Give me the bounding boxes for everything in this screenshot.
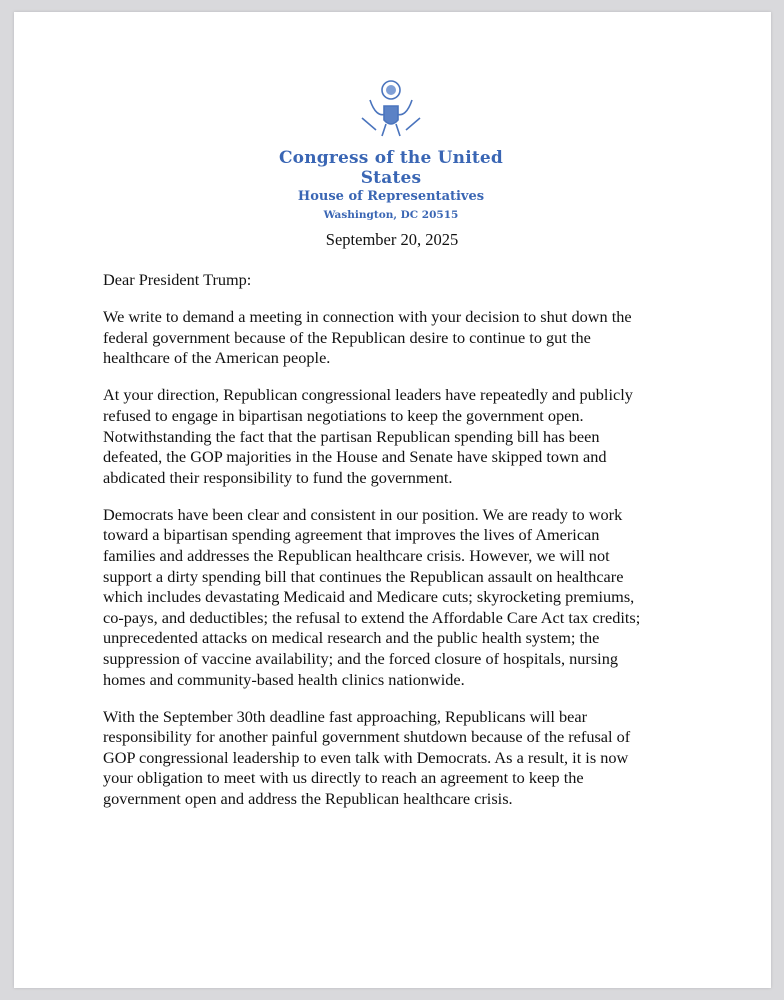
paragraph: [103, 707, 640, 810]
text-line: Notwithstanding the fact that the partisan Republican spending bill has been: [103, 426, 600, 446]
text-line: your obligation to meet with us directly to reach an agreement to keep the: [103, 768, 584, 788]
text-line: abdicated their responsibility to fund the government.: [103, 467, 453, 487]
text-line: refused to engage in bipartisan negotiations to keep the government open.: [103, 405, 584, 425]
paragraph: [103, 307, 640, 369]
text-line: co-pays, and deductibles; the refusal to extend the Affordable Care Act tax credits;: [103, 607, 641, 627]
text-line: suppression of vaccine availability; and the forced closure of hospitals, nursing: [103, 649, 618, 668]
letter-body: [103, 270, 640, 826]
text-line: families and addresses the Republican healthcare crisis. However, we will not: [103, 546, 610, 566]
text-line: Democrats have been clear and consistent in our position. We are ready to work: [103, 504, 623, 524]
letterhead-location: Washington, DC 20515: [323, 209, 459, 221]
text-line: defeated, the GOP majorities in the House and Senate have skipped town and: [103, 447, 607, 467]
text-line: healthcare of the American people.: [103, 348, 331, 368]
text-line: which includes devastating Medicaid and Medicare cuts; skyrocketing premiums,: [103, 587, 635, 607]
text-line: support a dirty spending bill that continues the Republican assault on healthcare: [103, 566, 624, 586]
text-line: federal government because of the Republican desire to continue to gut the: [103, 327, 591, 347]
letterhead: [262, 78, 520, 221]
great-seal-eagle-icon: [356, 78, 426, 142]
text-line: unprecedented attacks on medical research and the public health system; the: [103, 628, 600, 648]
paragraph: [103, 385, 640, 488]
text-line: government open and address the Republican healthcare crisis.: [103, 789, 513, 809]
salutation: Dear President Trump:: [103, 270, 252, 289]
text-line: We write to demand a meeting in connection with your decision to shut down the: [103, 307, 632, 327]
text-line: With the September 30th deadline fast approaching, Republicans will bear: [103, 706, 588, 726]
text-line: At your direction, Republican congressional leaders have repeatedly and publicly: [103, 385, 633, 405]
text-line: GOP congressional leadership to even talk with Democrats. As a result, it is now: [103, 747, 629, 767]
text-line: responsibility for another painful government shutdown because of the refusal of: [103, 727, 631, 747]
paragraph: [103, 505, 640, 690]
text-line: homes and community-based health clinics nationwide.: [103, 669, 465, 689]
text-line: toward a bipartisan spending agreement that improves the lives of American: [103, 525, 600, 545]
letterhead-chamber: House of Representatives: [297, 189, 485, 204]
letter-date: September 20, 2025: [325, 230, 459, 249]
letterhead-title: Congress of the United States: [278, 148, 504, 188]
